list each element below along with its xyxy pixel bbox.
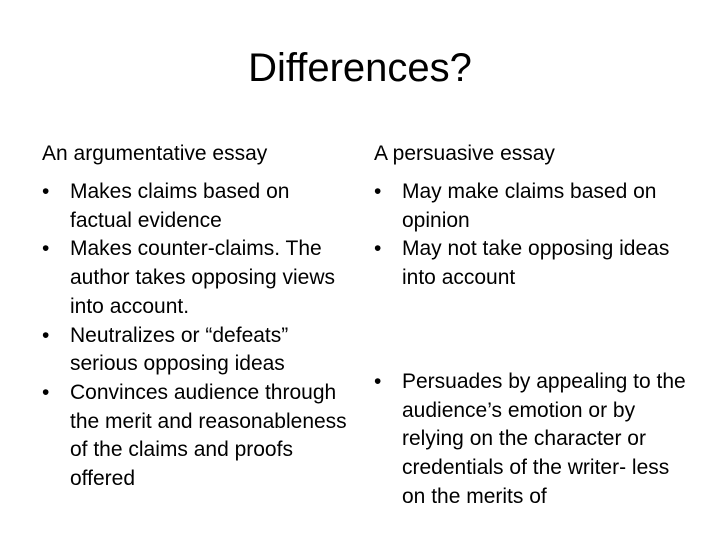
- list-item: [374, 368, 694, 512]
- bullet-icon: •: [42, 380, 50, 404]
- argumentative-bullet-list: [42, 178, 352, 494]
- list-item: [42, 379, 352, 494]
- list-item: [42, 322, 352, 379]
- bullet-text: Persuades by appealing to the audience’s emotion or by relying on the character or credentials of the writer- less on the merits of: [402, 369, 686, 508]
- bullet-icon: •: [42, 237, 50, 261]
- bullet-text: May not take opposing ideas into account: [402, 237, 670, 290]
- bullet-text: Makes counter-claims. The author takes opposing views into account.: [70, 237, 335, 318]
- list-item: [42, 178, 352, 235]
- persuasive-heading: A persuasive essay: [374, 142, 555, 165]
- bullet-icon: •: [42, 323, 50, 347]
- slide-title: Differences?: [248, 46, 472, 90]
- bullet-text: Neutralizes or “defeats” serious opposing ideas: [70, 323, 289, 376]
- persuasive-column: [374, 140, 694, 511]
- persuasive-bullet-list: [374, 178, 694, 511]
- bullet-icon: •: [374, 237, 382, 261]
- bullet-icon: •: [374, 369, 382, 393]
- argumentative-column: [42, 140, 352, 494]
- bullet-text: May make claims based on opinion: [402, 180, 657, 232]
- bullet-icon: •: [42, 180, 50, 203]
- argumentative-heading: An argumentative essay: [42, 142, 268, 165]
- list-item: [42, 235, 352, 321]
- list-item: [374, 178, 694, 235]
- bullet-icon: •: [374, 180, 382, 203]
- list-item: [374, 235, 694, 292]
- bullet-text: Convinces audience through the merit and reasonableness of the claims and proofs offered: [70, 380, 347, 491]
- bullet-text: Makes claims based on factual evidence: [70, 180, 290, 232]
